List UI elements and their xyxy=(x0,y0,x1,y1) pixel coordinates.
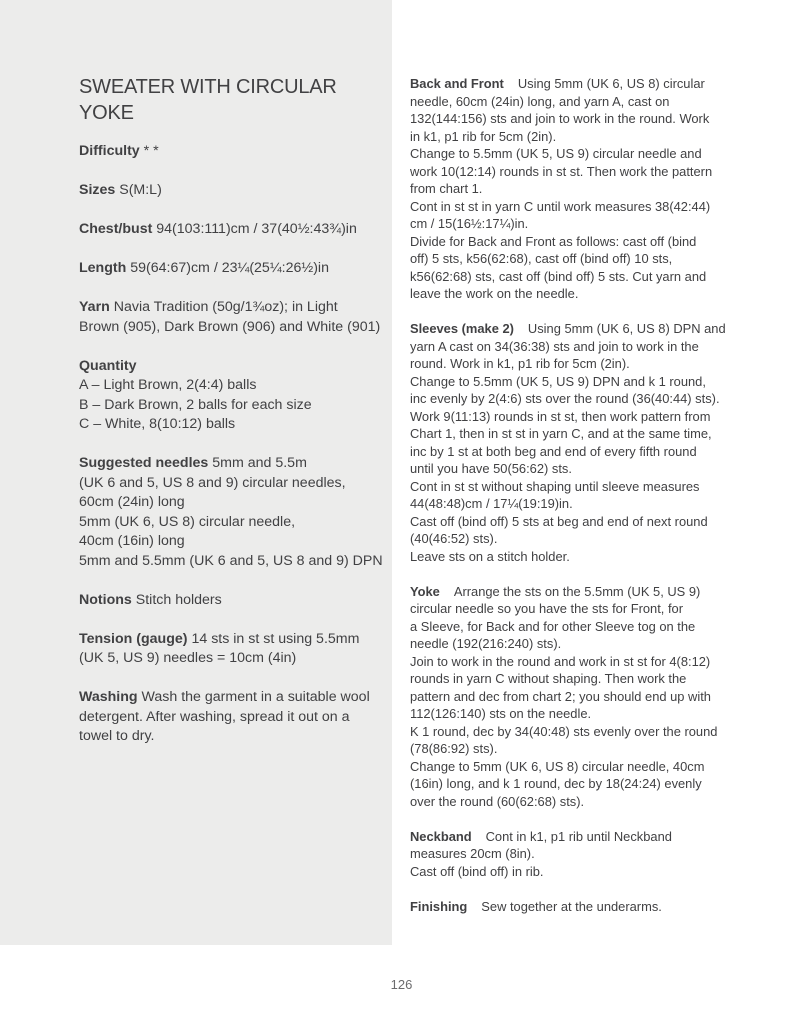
instruction-line: until you have 50(56:62) sts. xyxy=(410,461,572,476)
instruction-line: measures 20cm (8in). xyxy=(410,846,535,861)
quantity-spec xyxy=(79,357,384,435)
instruction-text: Using 5mm (UK 6, US 8) DPN and xyxy=(527,321,726,336)
spec-label: Sizes xyxy=(79,182,116,198)
spec-line: A – Light Brown, 2(4:4) balls xyxy=(79,377,257,393)
spec-line: 40cm (16in) long xyxy=(79,533,185,549)
instruction-line: (16in) long, and k 1 round, dec by 18(24:24) evenly xyxy=(410,776,702,791)
instruction-line: from chart 1. xyxy=(410,181,483,196)
instruction-line: pattern and dec from chart 2; you should end up with xyxy=(410,688,711,704)
instruction-line: needle, 60cm (24in) long, and yarn A, cast on xyxy=(410,93,670,109)
instruction-line: 112(126:140) sts on the needle. xyxy=(410,706,592,721)
instruction-line xyxy=(410,898,740,916)
instruction-line: (40(46:52) sts). xyxy=(410,531,498,546)
spec-label: Suggested needles xyxy=(79,455,209,471)
difficulty-spec xyxy=(79,142,384,162)
section-heading: Yoke xyxy=(410,583,440,599)
instruction-line: (78(86:92) sts). xyxy=(410,741,498,756)
yarn-spec xyxy=(79,298,384,337)
instruction-line: Change to 5.5mm (UK 5, US 9) DPN and k 1 round, xyxy=(410,373,706,389)
instruction-line: leave the work on the needle. xyxy=(410,286,579,301)
instruction-line: 44(48:48)cm / 17¼(19:19)in. xyxy=(410,496,573,511)
page-number: 126 xyxy=(390,977,413,992)
instruction-line: Divide for Back and Front as follows: cast off (bind xyxy=(410,233,697,249)
spec-line: B – Dark Brown, 2 balls for each size xyxy=(79,396,312,413)
spec-line xyxy=(79,688,384,708)
spec-label: Washing xyxy=(79,689,138,705)
instruction-line: round. Work in k1, p1 rib for 5cm (2in). xyxy=(410,356,630,371)
instruction-line: Cast off (bind off) in rib. xyxy=(410,863,544,879)
instruction-line: work 10(12:14) rounds in st st. Then work the pattern xyxy=(410,163,713,179)
spec-label: Tension (gauge) xyxy=(79,630,188,647)
sleeves-section xyxy=(410,320,740,565)
instruction-line: needle (192(216:240) sts). xyxy=(410,636,562,651)
spec-line: C – White, 8(10:12) balls xyxy=(79,416,236,432)
yoke-section xyxy=(410,583,740,811)
chest-spec xyxy=(79,220,384,240)
instruction-line: Change to 5.5mm (UK 5, US 9) circular needle and xyxy=(410,146,702,161)
instruction-line xyxy=(410,828,740,846)
spec-value: S(M:L) xyxy=(119,182,162,198)
spec-line: (UK 6 and 5, US 8 and 9) circular needles, xyxy=(79,474,346,491)
spec-value: 5mm and 5.5m xyxy=(212,455,307,471)
finishing-section xyxy=(410,898,740,916)
instruction-line: Cont in st st without shaping until sleeve measures xyxy=(410,478,700,494)
tension-spec xyxy=(79,630,384,669)
instruction-line: Change to 5mm (UK 6, US 8) circular needle, 40cm xyxy=(410,758,705,774)
instruction-line: in k1, p1 rib for 5cm (2in). xyxy=(410,128,557,144)
spec-value: 94(103:111)cm / 37(40½:43¾)in xyxy=(156,221,357,237)
spec-line: 5mm (UK 6, US 8) circular needle, xyxy=(79,513,296,530)
pattern-instructions-column xyxy=(410,75,740,933)
spec-label: Quantity xyxy=(79,357,137,374)
instruction-line: over the round (60(62:68) sts). xyxy=(410,793,585,809)
instruction-line: off) 5 sts, k56(62:68), cast off (bind off) 10 sts, xyxy=(410,251,673,266)
washing-spec xyxy=(79,688,384,747)
instruction-line: Cont in st st in yarn C until work measures 38(42:44) xyxy=(410,198,711,214)
spec-value: * * xyxy=(143,143,159,159)
spec-value: Navia Tradition (50g/1¾oz); in Light xyxy=(113,299,338,315)
section-heading: Sleeves (make 2) xyxy=(410,321,514,336)
needles-spec xyxy=(79,454,384,571)
spec-value: Wash the garment in a suitable wool xyxy=(141,689,370,705)
instruction-line: Join to work in the round and work in st st for 4(8:12) xyxy=(410,653,711,669)
spec-label: Yarn xyxy=(79,299,110,315)
instruction-line: k56(62:68) sts, cast off (bind off) 5 sts. Cut yarn and xyxy=(410,268,707,284)
instruction-text: Arrange the sts on the 5.5mm (UK 5, US 9) xyxy=(453,583,701,599)
instruction-line: 132(144:156) sts and join to work in the round. Work xyxy=(410,111,710,126)
instruction-line xyxy=(410,75,740,93)
spec-line: detergent. After washing, spread it out on a xyxy=(79,708,350,725)
neckband-section xyxy=(410,828,740,881)
spec-value: Stitch holders xyxy=(135,591,222,608)
spec-value: 14 sts in st st using 5.5mm xyxy=(191,630,360,647)
instruction-line: inc by 1 st at both beg and end of every fifth round xyxy=(410,443,697,459)
instruction-line: Leave sts on a stitch holder. xyxy=(410,548,570,564)
instruction-line: yarn A cast on 34(36:38) sts and join to work in the xyxy=(410,338,699,354)
spec-line xyxy=(79,630,384,650)
instruction-line: Work 9(11:13) rounds in st st, then work pattern from xyxy=(410,408,711,424)
instruction-line: a Sleeve, for Back and for other Sleeve tog on the xyxy=(410,618,696,634)
spec-label: Length xyxy=(79,260,127,276)
spec-value: 59(64:67)cm / 23¼(25¼:26½)in xyxy=(130,260,329,276)
section-heading: Back and Front xyxy=(410,76,504,91)
spec-label-line xyxy=(79,357,384,377)
spec-line: 60cm (24in) long xyxy=(79,494,185,510)
pattern-specs-column xyxy=(79,74,384,766)
length-spec xyxy=(79,259,384,279)
instruction-line xyxy=(410,320,740,338)
instruction-text: Using 5mm (UK 6, US 8) circular xyxy=(517,76,705,91)
spec-label: Notions xyxy=(79,591,132,608)
spec-line xyxy=(79,298,384,318)
section-heading: Neckband xyxy=(410,828,472,844)
instruction-line: rounds in yarn C without shaping. Then work the xyxy=(410,671,687,686)
instruction-line: Chart 1, then in st st in yarn C, and at the same time, xyxy=(410,426,712,441)
instruction-line: inc evenly by 2(4:6) sts over the round (36(40:44) sts). xyxy=(410,391,720,406)
spec-line: (UK 5, US 9) needles = 10cm (4in) xyxy=(79,650,297,666)
notions-spec xyxy=(79,591,384,611)
spec-label: Difficulty xyxy=(79,143,140,159)
spec-line: Brown (905), Dark Brown (906) and White (901) xyxy=(79,318,381,335)
instruction-line xyxy=(410,583,740,601)
instruction-text: Cont in k1, p1 rib until Neckband xyxy=(485,828,672,844)
instruction-line: circular needle so you have the sts for Front, for xyxy=(410,601,683,616)
instruction-line: cm / 15(16½:17¼)in. xyxy=(410,216,529,231)
back-front-section xyxy=(410,75,740,303)
instruction-line: Cast off (bind off) 5 sts at beg and end of next round xyxy=(410,513,708,529)
sizes-spec xyxy=(79,181,384,201)
instruction-text: Sew together at the underarms. xyxy=(481,898,662,914)
section-heading: Finishing xyxy=(410,898,468,914)
spec-line: towel to dry. xyxy=(79,728,155,744)
instruction-line: K 1 round, dec by 34(40:48) sts evenly over the round xyxy=(410,723,718,739)
spec-line xyxy=(79,454,384,474)
spec-line: 5mm and 5.5mm (UK 6 and 5, US 8 and 9) DPN xyxy=(79,552,383,569)
spec-label: Chest/bust xyxy=(79,221,153,237)
page-title: SWEATER WITH CIRCULAR YOKE xyxy=(79,76,337,124)
